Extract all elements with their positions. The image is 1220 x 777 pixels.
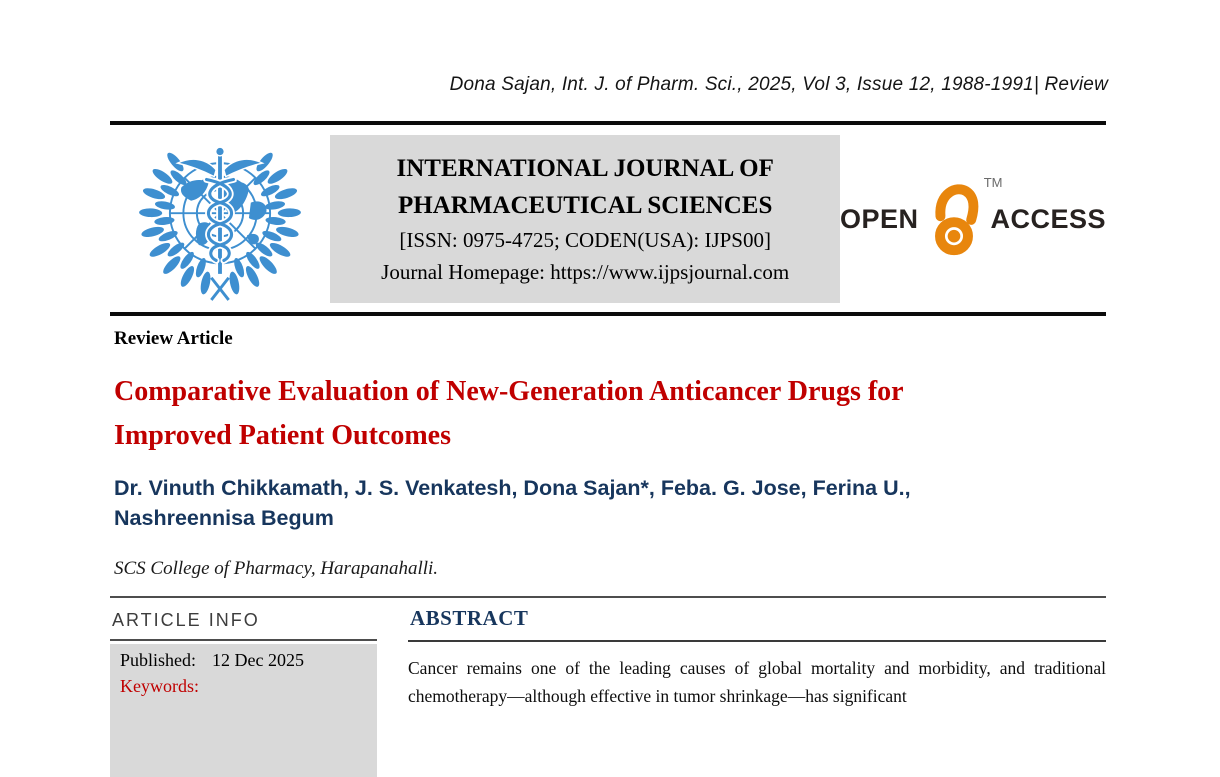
open-access-logo <box>839 175 1106 259</box>
journal-title-line1: INTERNATIONAL JOURNAL OF <box>396 155 774 182</box>
who-emblem-icon <box>114 131 326 307</box>
article-title-line2: Improved Patient Outcomes <box>114 420 451 451</box>
running-head-citation: Dona Sajan, Int. J. of Pharm. Sci., 2025, Vol 3, Issue 12, 1988-1991| Review <box>449 74 1108 95</box>
masthead-bottom-divider <box>110 312 1106 316</box>
abstract-text: Cancer remains one of the leading causes of global mortality and morbidity, and traditional chemotherapy—although effective in tumor shrinkage—has significant <box>408 658 1106 706</box>
open-access-open-label: OPEN <box>839 203 919 234</box>
article-type-label: Review Article <box>114 328 233 349</box>
open-access-access-label: ACCESS <box>990 203 1106 234</box>
keywords-label: Keywords: <box>120 676 199 696</box>
published-value: 12 Dec 2025 <box>212 650 304 670</box>
journal-title-line2: PHARMACEUTICAL SCIENCES <box>398 192 773 219</box>
article-authors-line1: Dr. Vinuth Chikkamath, J. S. Venkatesh, Dona Sajan*, Feba. G. Jose, Ferina U., <box>114 476 911 500</box>
article-title-line1: Comparative Evaluation of New-Generation Anticancer Drugs for <box>114 376 904 407</box>
article-authors-line2: Nashreennisa Begum <box>114 506 334 530</box>
journal-issn: [ISSN: 0975-4725; CODEN(USA): IJPS00] <box>399 228 771 252</box>
published-label: Published: <box>120 650 197 670</box>
article-info-heading: ARTICLE INFO <box>110 608 377 641</box>
abstract-panel <box>408 606 1106 710</box>
journal-logo <box>110 131 330 307</box>
article-info-box <box>110 644 377 777</box>
article-info-panel <box>110 608 377 777</box>
top-divider <box>110 121 1106 125</box>
open-lock-icon <box>926 175 1003 259</box>
abstract-heading: ABSTRACT <box>408 606 1106 642</box>
section-divider <box>110 596 1106 598</box>
journal-masthead <box>110 129 1106 309</box>
trademark-label: TM <box>983 175 1003 190</box>
article-affiliation: SCS College of Pharmacy, Harapanahalli. <box>114 558 439 579</box>
published-row <box>120 650 367 671</box>
masthead-title-box <box>330 135 840 303</box>
journal-homepage[interactable]: Journal Homepage: https://www.ijpsjournal.com <box>381 260 790 284</box>
